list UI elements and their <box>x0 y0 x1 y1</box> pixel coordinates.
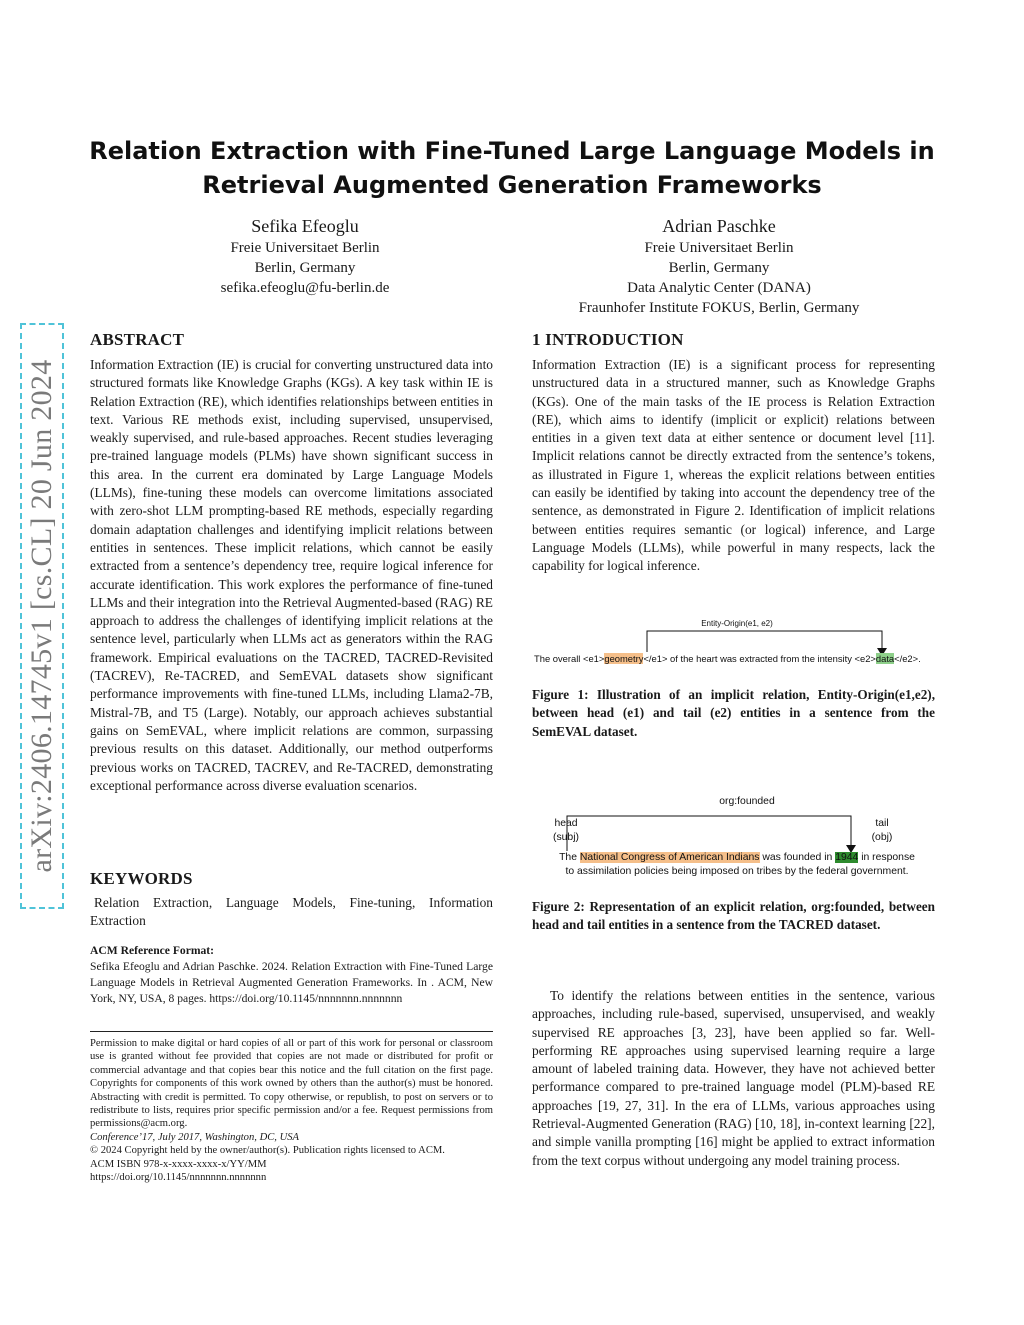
figure-2-sentence-line-1 <box>532 851 942 865</box>
conference-line: Conference’17, July 2017, Washington, DC, USA <box>90 1131 300 1143</box>
figure-2-head-label <box>542 817 590 845</box>
figure-1-text: </e1> of the heart was extracted from the intensity <e2> <box>643 653 876 664</box>
author-location: Berlin, Germany <box>254 260 356 276</box>
permission-block <box>90 1037 493 1184</box>
footnote-rule <box>90 1031 493 1032</box>
figure-2-tail-entity: 1944 <box>835 852 859 863</box>
author-block-1 <box>160 214 450 298</box>
figure-2-tail-label <box>858 817 906 845</box>
keywords-heading: KEYWORDS <box>90 869 193 888</box>
figure-2-text: The <box>559 852 580 863</box>
abstract-text: Information Extraction (IE) is crucial for converting unstructured data into structured formats like Knowledge Graphs (KGs). A key task within IE is Relation Extraction (RE), which identifies relationships between entities in text. Various RE methods exist, including supervised, unsupervised, weakly supervised, and rule-based approaches. Recent studies leveraging pre-trained language models (PLMs) have shown significant success in this area. In the current era dominated by Large Language Models (LLMs), fine-tuning these models can overcome limitations associated with zero-shot LLM prompting-based RE methods, especially regarding domain adaptation challenges and identifying implicit relations between entities in sentences. These implicit relations, which cannot be easily extracted from a sentence’s dependency tree, require logical inference for accurate identification. This work explores the performance of fine-tuned LLMs and their integration into the Retrieval Augmented-based (RAG) RE approach to address the challenges of identifying implicit relations at the sentence level, particularly when LLMs act as generators within the RAG framework. Empirical evaluations on the TACRED, TACRED-Revisited (TACREV), Re-TACRED, and SemEVAL datasets show significant performance improvements with fine-tuned LLMs, including Llama2-7B, Mistral-7B, and T5 (Large). Notably, our approach achieves substantial gains on SemEVAL, where implicit relations are common, surpassing previous results on this dataset. Additionally, our method outperforms previous works on TACRED, TACREV, and Re-TACRED, demonstrating exceptional performance across diverse evaluation scenarios. <box>90 357 493 793</box>
acm-reference-heading: ACM Reference Format: <box>90 944 215 957</box>
isbn-line: ACM ISBN 978-x-xxxx-xxxx-x/YY/MM <box>90 1158 267 1170</box>
author-location: Berlin, Germany <box>668 260 770 276</box>
keywords-text: Relation Extraction, Language Models, Fine-tuning, Information Extraction <box>90 895 493 929</box>
figure-2-sentence-line-2: to assimilation policies being imposed on tribes by the federal government. <box>565 866 909 877</box>
figure-2-head-role: (subj) <box>553 832 579 843</box>
abstract-heading: ABSTRACT <box>90 330 185 349</box>
introduction-para-1: Information Extraction (IE) is a significant process for representing unstructured data in a structured manner, such as Knowledge Graphs (KGs). One of the main tasks of the IE process is Relation Extraction (RE), which aims to identify (implicit or explicit) relations between entities in a given text data at either sentence or document level [11]. Implicit relations cannot be directly extracted from the sentence’s tokens, as illustrated in Figure 1, whereas the explicit relations between entities can easily be identified by taking into account the dependency tree of the sentence, as demonstrated in Figure 2. Identification of implicit relations between entities requires semantic (or logical) inference, and Large Language Models (LLMs), while powerful in many respects, lack the capability for logical inference. <box>532 357 935 574</box>
author-affiliation-2: Data Analytic Center (DANA) <box>627 280 811 296</box>
author-name: Adrian Paschke <box>662 216 776 236</box>
paper-title-line1: Relation Extraction with Fine-Tuned Large Language Models in <box>89 137 935 165</box>
arxiv-stamp-text: arXiv:2406.14745v1 [cs.CL] 20 Jun 2024 <box>25 359 58 873</box>
figure-2 <box>532 794 942 884</box>
figure-2-sentence <box>532 851 942 879</box>
author-name: Sefika Efeoglu <box>251 216 359 236</box>
author-affiliation: Freie Universitaet Berlin <box>644 240 794 256</box>
acm-reference <box>90 943 493 1007</box>
figure-2-head-entity: National Congress of American Indians <box>579 852 760 863</box>
paper-title <box>60 134 964 202</box>
author-affiliation: Freie Universitaet Berlin <box>230 240 380 256</box>
arxiv-stamp <box>20 323 64 909</box>
copyright-line: © 2024 Copyright held by the owner/author(s). Publication rights licensed to ACM. <box>90 1145 445 1157</box>
figure-2-tail-text: tail <box>875 818 889 829</box>
author-email: sefika.efeoglu@fu-berlin.de <box>220 280 390 296</box>
paper-title-line2: Retrieval Augmented Generation Frameworks <box>202 171 822 199</box>
introduction-heading: 1 INTRODUCTION <box>532 330 684 349</box>
figure-1 <box>532 618 942 674</box>
author-affiliation-3: Fraunhofer Institute FOKUS, Berlin, Germany <box>578 300 860 316</box>
figure-2-tail-role: (obj) <box>871 832 893 843</box>
figure-2-text: in response <box>858 852 915 863</box>
figure-1-relation-label: Entity-Origin(e1, e2) <box>701 619 773 628</box>
figure-2-caption: Figure 2: Representation of an explicit relation, org:founded, between head and tail entities in a sentence from the TACRED dataset. <box>532 899 935 933</box>
figure-1-text: The overall <e1> <box>534 653 605 664</box>
doi-line: https://doi.org/10.1145/nnnnnnn.nnnnnnn <box>90 1172 267 1184</box>
permission-text: Permission to make digital or hard copies of all or part of this work for personal or classroom use is granted without fee provided that copies are not made or distributed for profit or commercial advantage and that copies bear this notice and the full citation on the first page. Copyrights for components of this work owned by others than the author(s) must be honored. Abstracting with credit is permitted. To copy otherwise, or republish, to post on servers or to redistribute to lists, requires prior specific permission and/or a fee. Request permissions from permissions@acm.org. <box>90 1038 493 1130</box>
figure-1-tail-entity: data <box>875 653 895 664</box>
acm-reference-text: Sefika Efeoglu and Adrian Paschke. 2024. Relation Extraction with Fine-Tuned Large Language Models in Retrieval Augmented Generation Frameworks. In . ACM, New York, NY, USA, 8 pages. https://doi.org/10.1145/nnnnnnn.nnnnnnn <box>90 960 493 1005</box>
figure-1-text: </e2>. <box>894 653 921 664</box>
figure-2-head-text: head <box>554 818 578 829</box>
figure-1-caption: Figure 1: Illustration of an implicit relation, Entity-Origin(e1,e2), between head (e1) and tail (e2) entities in a sentence from the SemEVAL dataset. <box>532 687 935 739</box>
figure-2-relation-label: org:founded <box>719 796 775 807</box>
author-block-2 <box>549 214 889 318</box>
figure-1-sentence <box>534 653 921 664</box>
figure-1-head-entity: geometry <box>604 653 644 664</box>
figure-2-text: was founded in <box>759 852 836 863</box>
introduction-para-2: To identify the relations between entities in the sentence, various approaches, including rule-based, supervised, unsupervised, and weakly supervised RE approaches [3, 23], have been applied so far. Well-performing RE approaches using supervised learning require a large amount of labeled training data. However, they have not achieved better performance compared to pre-trained language model (PLM)-based RE approaches [19, 27, 31]. In the era of LLMs, various approaches using Retrieval-Augmented Generation (RAG) [10, 18], in-context learning [22], and simple vanilla prompting [16] might be applied to extract information from the text corpus without undergoing any model training process. <box>532 988 935 1168</box>
